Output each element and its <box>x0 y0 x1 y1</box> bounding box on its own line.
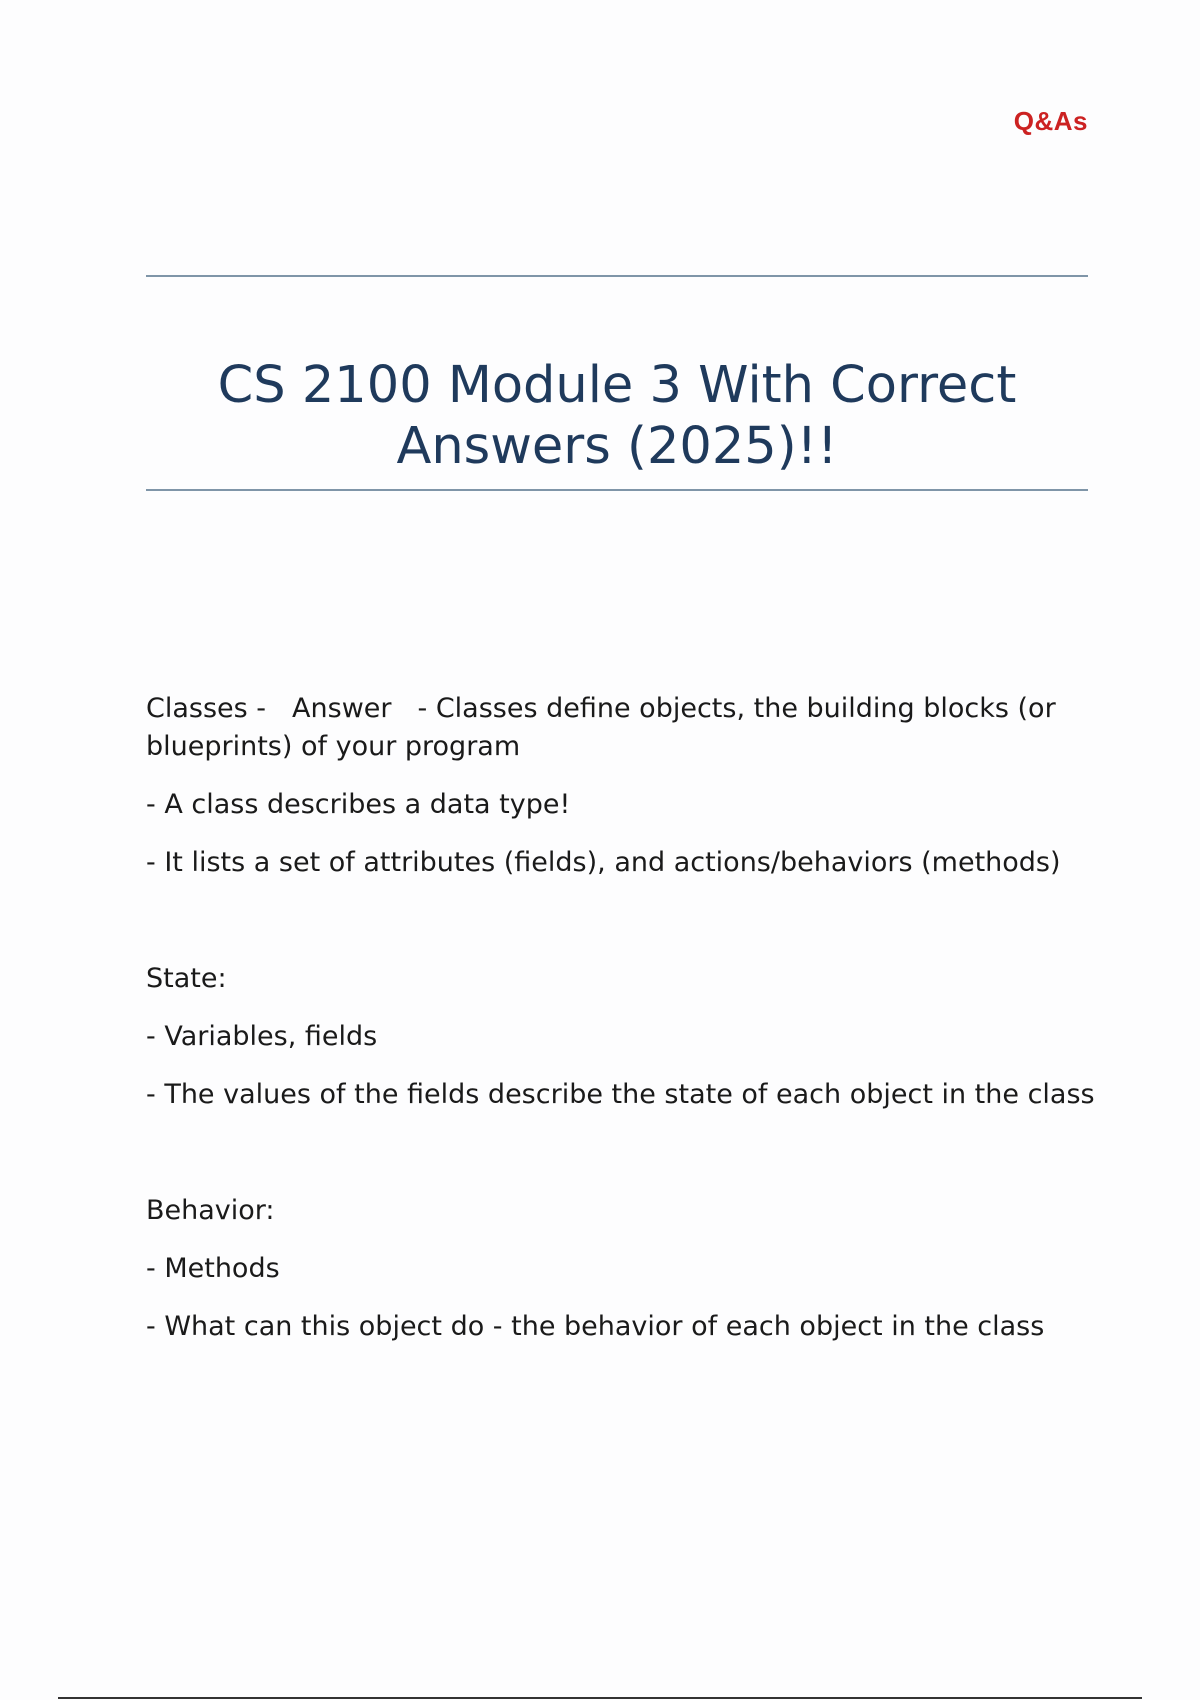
qa-point: - A class describes a data type! <box>146 789 571 820</box>
behavior-item: - Methods <box>146 1253 280 1284</box>
state-heading: State: <box>146 963 227 994</box>
behavior-item: - What can this object do - the behavior of each object in the class <box>146 1311 1045 1342</box>
document-title: CS 2100 Module 3 With Correct Answers (2025)!! <box>217 356 1017 476</box>
qa-answer-intro: - Classes define objects, the building blocks (or blueprints) of your program <box>146 693 1056 762</box>
state-item: - Variables, fields <box>146 1021 378 1052</box>
state-item: - The values of the fields describe the state of each object in the class <box>146 1079 1095 1110</box>
qa-content <box>146 690 1096 1366</box>
qa-answer-label: Answer <box>292 693 392 724</box>
behavior-heading: Behavior: <box>146 1195 275 1226</box>
qa-point: - It lists a set of attributes (fields), and actions/behaviors (methods) <box>146 847 1061 878</box>
title-bottom-divider <box>146 489 1088 491</box>
header-tag: Q&As <box>1013 106 1088 136</box>
qa-answer-paragraph <box>146 690 1096 766</box>
title-top-divider <box>146 275 1088 277</box>
qa-question: Classes - <box>146 693 267 724</box>
footer-divider <box>58 1697 1142 1699</box>
